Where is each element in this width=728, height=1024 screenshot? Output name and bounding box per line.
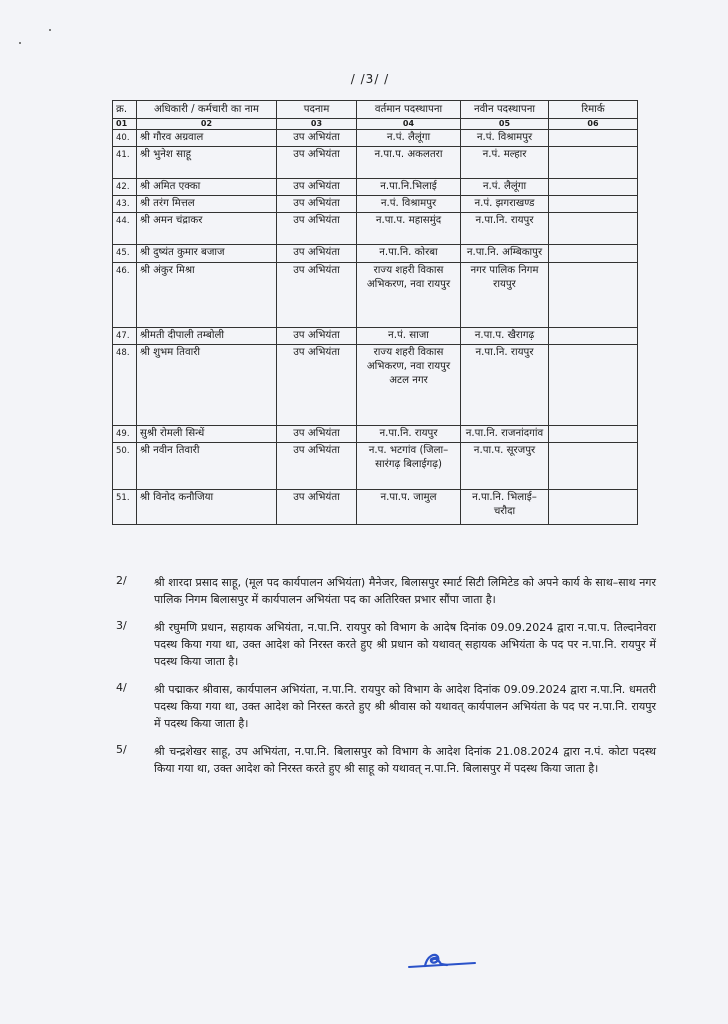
header-new-posting: नवीन पदस्थापना xyxy=(461,101,549,119)
new-posting: न.पा.नि. रायपुर xyxy=(461,345,549,426)
column-number-row xyxy=(113,119,638,130)
employee-name: श्री शुभम तिवारी xyxy=(137,345,277,426)
designation: उप अभियंता xyxy=(277,196,357,213)
designation: उप अभियंता xyxy=(277,147,357,179)
new-posting: न.पा.प. सूरजपुर xyxy=(461,443,549,490)
current-posting: न.पा.नि. रायपुर xyxy=(357,426,461,443)
table-row xyxy=(113,328,638,345)
employee-name: श्री दुष्यंत कुमार बजाज xyxy=(137,245,277,263)
row-number: 48. xyxy=(113,345,137,426)
transfer-table xyxy=(112,100,638,525)
column-number: 02 xyxy=(137,119,277,130)
scan-speck xyxy=(19,42,21,44)
remark xyxy=(549,263,638,328)
table-row xyxy=(113,213,638,245)
designation: उप अभियंता xyxy=(277,328,357,345)
column-number: 03 xyxy=(277,119,357,130)
paragraph-text: श्री रघुमणि प्रधान, सहायक अभियंता, न.पा.नि. रायपुर को विभाग के आदेष दिनांक 09.09.2024 द्वारा न.पा.प. तिल्दानेवरा पदस्थ किया गया था, उक्त आदेश को निरस्त करते हुए श्री प्रधान को यथावत् सहायक अभियंता के पद पर न.पा.नि. रायपुर में पदस्थ किया जाता है। xyxy=(154,621,656,668)
row-number: 44. xyxy=(113,213,137,245)
new-posting: न.पा.प. खैरागढ़ xyxy=(461,328,549,345)
new-posting: न.पं. लैलूंगा xyxy=(461,179,549,196)
employee-name: श्री तरंग मित्तल xyxy=(137,196,277,213)
paragraph-text: श्री शारदा प्रसाद साहू, (मूल पद कार्यपालन अभियंता) मैनेजर, बिलासपुर स्मार्ट सिटी लिमिटेड को अपने कार्य के साथ–साथ नगर पालिक निगम बिलासपुर में कार्यपालन अभियंता पद का अतिरिक्त प्रभार सौंपा जाता है। xyxy=(154,576,656,606)
paragraph-number: 3/ xyxy=(116,619,127,632)
designation: उप अभियंता xyxy=(277,179,357,196)
paragraph-5 xyxy=(116,743,656,777)
table-row xyxy=(113,263,638,328)
table-row xyxy=(113,345,638,426)
column-number: 04 xyxy=(357,119,461,130)
header-designation: पदनाम xyxy=(277,101,357,119)
employee-name: श्रीमती दीपाली तम्बोली xyxy=(137,328,277,345)
current-posting: न.प. भटगांव (जिला–सारंगढ़ बिलाईगढ़) xyxy=(357,443,461,490)
paragraph-4 xyxy=(116,681,656,732)
row-number: 42. xyxy=(113,179,137,196)
table-row xyxy=(113,490,638,525)
new-posting: न.पा.नि. भिलाई–चरौदा xyxy=(461,490,549,525)
remark xyxy=(549,490,638,525)
paragraph-number: 4/ xyxy=(116,681,127,694)
column-number: 05 xyxy=(461,119,549,130)
new-posting: न.पं. झगराखण्ड xyxy=(461,196,549,213)
row-number: 47. xyxy=(113,328,137,345)
designation: उप अभियंता xyxy=(277,345,357,426)
employee-name: श्री भुनेश साहू xyxy=(137,147,277,179)
remark xyxy=(549,179,638,196)
table-row xyxy=(113,196,638,213)
remark xyxy=(549,345,638,426)
paragraph-number: 2/ xyxy=(116,574,127,587)
employee-name: श्री अंकुर मिश्रा xyxy=(137,263,277,328)
employee-name: श्री अमित एक्का xyxy=(137,179,277,196)
signature-icon xyxy=(405,948,485,972)
table-row xyxy=(113,130,638,147)
new-posting: न.पं. विश्रामपुर xyxy=(461,130,549,147)
designation: उप अभियंता xyxy=(277,490,357,525)
current-posting: राज्य शहरी विकास अभिकरण, नवा रायपुर अटल नगर xyxy=(357,345,461,426)
designation: उप अभियंता xyxy=(277,130,357,147)
employee-name: सुश्री रोमली सिन्धें xyxy=(137,426,277,443)
scan-speck xyxy=(49,29,51,31)
paragraph-3 xyxy=(116,619,656,670)
paragraph-number: 5/ xyxy=(116,743,127,756)
remark xyxy=(549,426,638,443)
row-number: 49. xyxy=(113,426,137,443)
header-name: अधिकारी / कर्मचारी का नाम xyxy=(137,101,277,119)
table-row xyxy=(113,147,638,179)
remark xyxy=(549,130,638,147)
current-posting: न.पा.नि. कोरबा xyxy=(357,245,461,263)
current-posting: न.पा.प. जामुल xyxy=(357,490,461,525)
order-paragraphs xyxy=(116,574,656,788)
current-posting: न.पा.प. महासमुंद xyxy=(357,213,461,245)
new-posting: न.पा.नि. रायपुर xyxy=(461,213,549,245)
remark xyxy=(549,213,638,245)
new-posting: न.पं. मल्हार xyxy=(461,147,549,179)
row-number: 43. xyxy=(113,196,137,213)
current-posting: न.पं. लैलूंगा xyxy=(357,130,461,147)
row-number: 40. xyxy=(113,130,137,147)
row-number: 46. xyxy=(113,263,137,328)
header-current-posting: वर्तमान पदस्थापना xyxy=(357,101,461,119)
current-posting: न.पा.प. अकलतरा xyxy=(357,147,461,179)
remark xyxy=(549,328,638,345)
row-number: 51. xyxy=(113,490,137,525)
page-number: / /3/ / xyxy=(350,72,390,86)
designation: उप अभियंता xyxy=(277,245,357,263)
paragraph-2 xyxy=(116,574,656,608)
table-row xyxy=(113,245,638,263)
table-header-row xyxy=(113,101,638,119)
new-posting: न.पा.नि. राजनांदगांव xyxy=(461,426,549,443)
remark xyxy=(549,245,638,263)
remark xyxy=(549,443,638,490)
employee-name: श्री अमन चंद्राकर xyxy=(137,213,277,245)
designation: उप अभियंता xyxy=(277,263,357,328)
employee-name: श्री विनोद कनौजिया xyxy=(137,490,277,525)
table-row xyxy=(113,426,638,443)
table-row xyxy=(113,179,638,196)
new-posting: न.पा.नि. अम्बिकापुर xyxy=(461,245,549,263)
table-row xyxy=(113,443,638,490)
current-posting: न.पं. विश्रामपुर xyxy=(357,196,461,213)
new-posting: नगर पालिक निगम रायपुर xyxy=(461,263,549,328)
employee-name: श्री नवीन तिवारी xyxy=(137,443,277,490)
designation: उप अभियंता xyxy=(277,443,357,490)
remark xyxy=(549,196,638,213)
header-sno: क्र. xyxy=(113,101,137,119)
employee-name: श्री गौरव अग्रवाल xyxy=(137,130,277,147)
current-posting: राज्य शहरी विकास अभिकरण, नवा रायपुर xyxy=(357,263,461,328)
header-remark: रिमार्क xyxy=(549,101,638,119)
current-posting: न.पं. साजा xyxy=(357,328,461,345)
paragraph-text: श्री चन्द्रशेखर साहू, उप अभियंता, न.पा.नि. बिलासपुर को विभाग के आदेश दिनांक 21.08.2024 द्वारा न.पं. कोटा पदस्थ किया गया था, उक्त आदेश को निरस्त करते हुए श्री साहू को यथावत् न.पा.नि. बिलासपुर में पदस्थ किया जाता है। xyxy=(154,745,656,775)
paragraph-text: श्री पद्माकर श्रीवास, कार्यपालन अभियंता, न.पा.नि. रायपुर को विभाग के आदेश दिनांक 09.09.2024 द्वारा न.पा.नि. धमतरी पदस्थ किया गया था, उक्त आदेश को निरस्त करते हुए श्री श्रीवास को यथावत् कार्यपालन अभियंता के पद पर न.पा.नि. रायपुर में पदस्थ किया जाता है। xyxy=(154,683,656,730)
designation: उप अभियंता xyxy=(277,213,357,245)
current-posting: न.पा.नि.भिलाई xyxy=(357,179,461,196)
designation: उप अभियंता xyxy=(277,426,357,443)
column-number: 06 xyxy=(549,119,638,130)
column-number: 01 xyxy=(113,119,137,130)
row-number: 50. xyxy=(113,443,137,490)
row-number: 41. xyxy=(113,147,137,179)
row-number: 45. xyxy=(113,245,137,263)
remark xyxy=(549,147,638,179)
